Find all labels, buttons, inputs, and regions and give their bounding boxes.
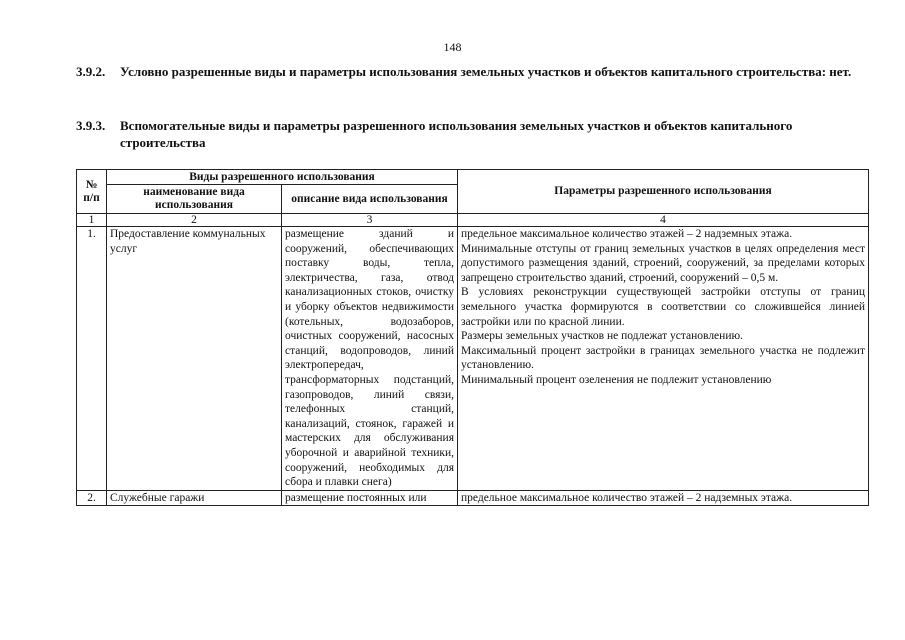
- use-description: размещение зданий и сооружений, обеспечивающих поставку воды, тепла, электричества, газа, отвод канализационных стоков, очистку и уборку объектов недвижимости (котельных, водозаборов, очистных сооружений, насосных станций, водопроводов, линий электропередач, трансформаторных подстанций, газопроводов, линий связи, телефонных станций, канализаций, стоянок, гаражей и мастерских для обслуживания уборочной и аварийной техники, сооружений, необходимых для сбора и плавки снега): [282, 227, 458, 491]
- row-number: 2.: [77, 490, 107, 506]
- column-index: 1: [77, 214, 107, 227]
- header-num: № п/п: [77, 170, 107, 214]
- param-line: Размеры земельных участков не подлежат установлению.: [461, 330, 743, 343]
- param-line: предельное максимальное количество этажей – 2 надземных этажа.: [461, 228, 793, 240]
- section-number: 3.9.3.: [76, 118, 106, 133]
- param-line: Максимальный процент застройки в границах земельного участка не подлежит установлению.: [461, 344, 865, 372]
- param-line: В условиях реконструкции существующей застройки отступы от границ земельного участка формируются в соответствии со сложившейся линией застройки или по красной линии.: [461, 286, 865, 328]
- page-number: 148: [443, 40, 462, 54]
- header-use-description: описание вида использования: [282, 185, 458, 214]
- use-params: [458, 227, 869, 491]
- param-line: Минимальный процент озеленения не подлежит установлению: [461, 373, 772, 386]
- column-index-row: [77, 214, 869, 227]
- section-title: Условно разрешенные виды и параметры использования земельных участков и объектов капитального строительства: нет.: [120, 64, 852, 79]
- row-number: 1.: [77, 227, 107, 491]
- param-line: Минимальные отступы от границ земельных участков в целях определения мест допустимого размещения зданий, строений, сооружений, за пределами которых запрещено строительство зданий, строений, сооружений – 0,5 м.: [461, 242, 865, 284]
- param-line: предельное максимальное количество этажей – 2 надземных этажа.: [461, 491, 793, 504]
- header-params: Параметры разрешенного использования: [458, 170, 869, 214]
- section-number: 3.9.2.: [76, 64, 106, 79]
- section-3-9-2: [76, 63, 866, 80]
- table-row: [77, 490, 869, 506]
- column-index: 3: [282, 214, 458, 227]
- use-name: Предоставление коммунальных услуг: [107, 227, 282, 491]
- use-description: размещение постоянных или: [282, 490, 458, 506]
- header-use-name: наименование вида использования: [107, 185, 282, 214]
- section-3-9-3: [76, 117, 866, 151]
- header-use-types: Виды разрешенного использования: [107, 170, 458, 185]
- column-index: 4: [458, 214, 869, 227]
- permitted-use-table: [76, 169, 869, 506]
- use-params: [458, 490, 869, 506]
- table-row: [77, 227, 869, 491]
- column-index: 2: [107, 214, 282, 227]
- table-header-row: [77, 170, 869, 185]
- use-name: Служебные гаражи: [107, 490, 282, 506]
- section-title: Вспомогательные виды и параметры разрешенного использования земельных участков и объектов капитального строительства: [120, 118, 793, 150]
